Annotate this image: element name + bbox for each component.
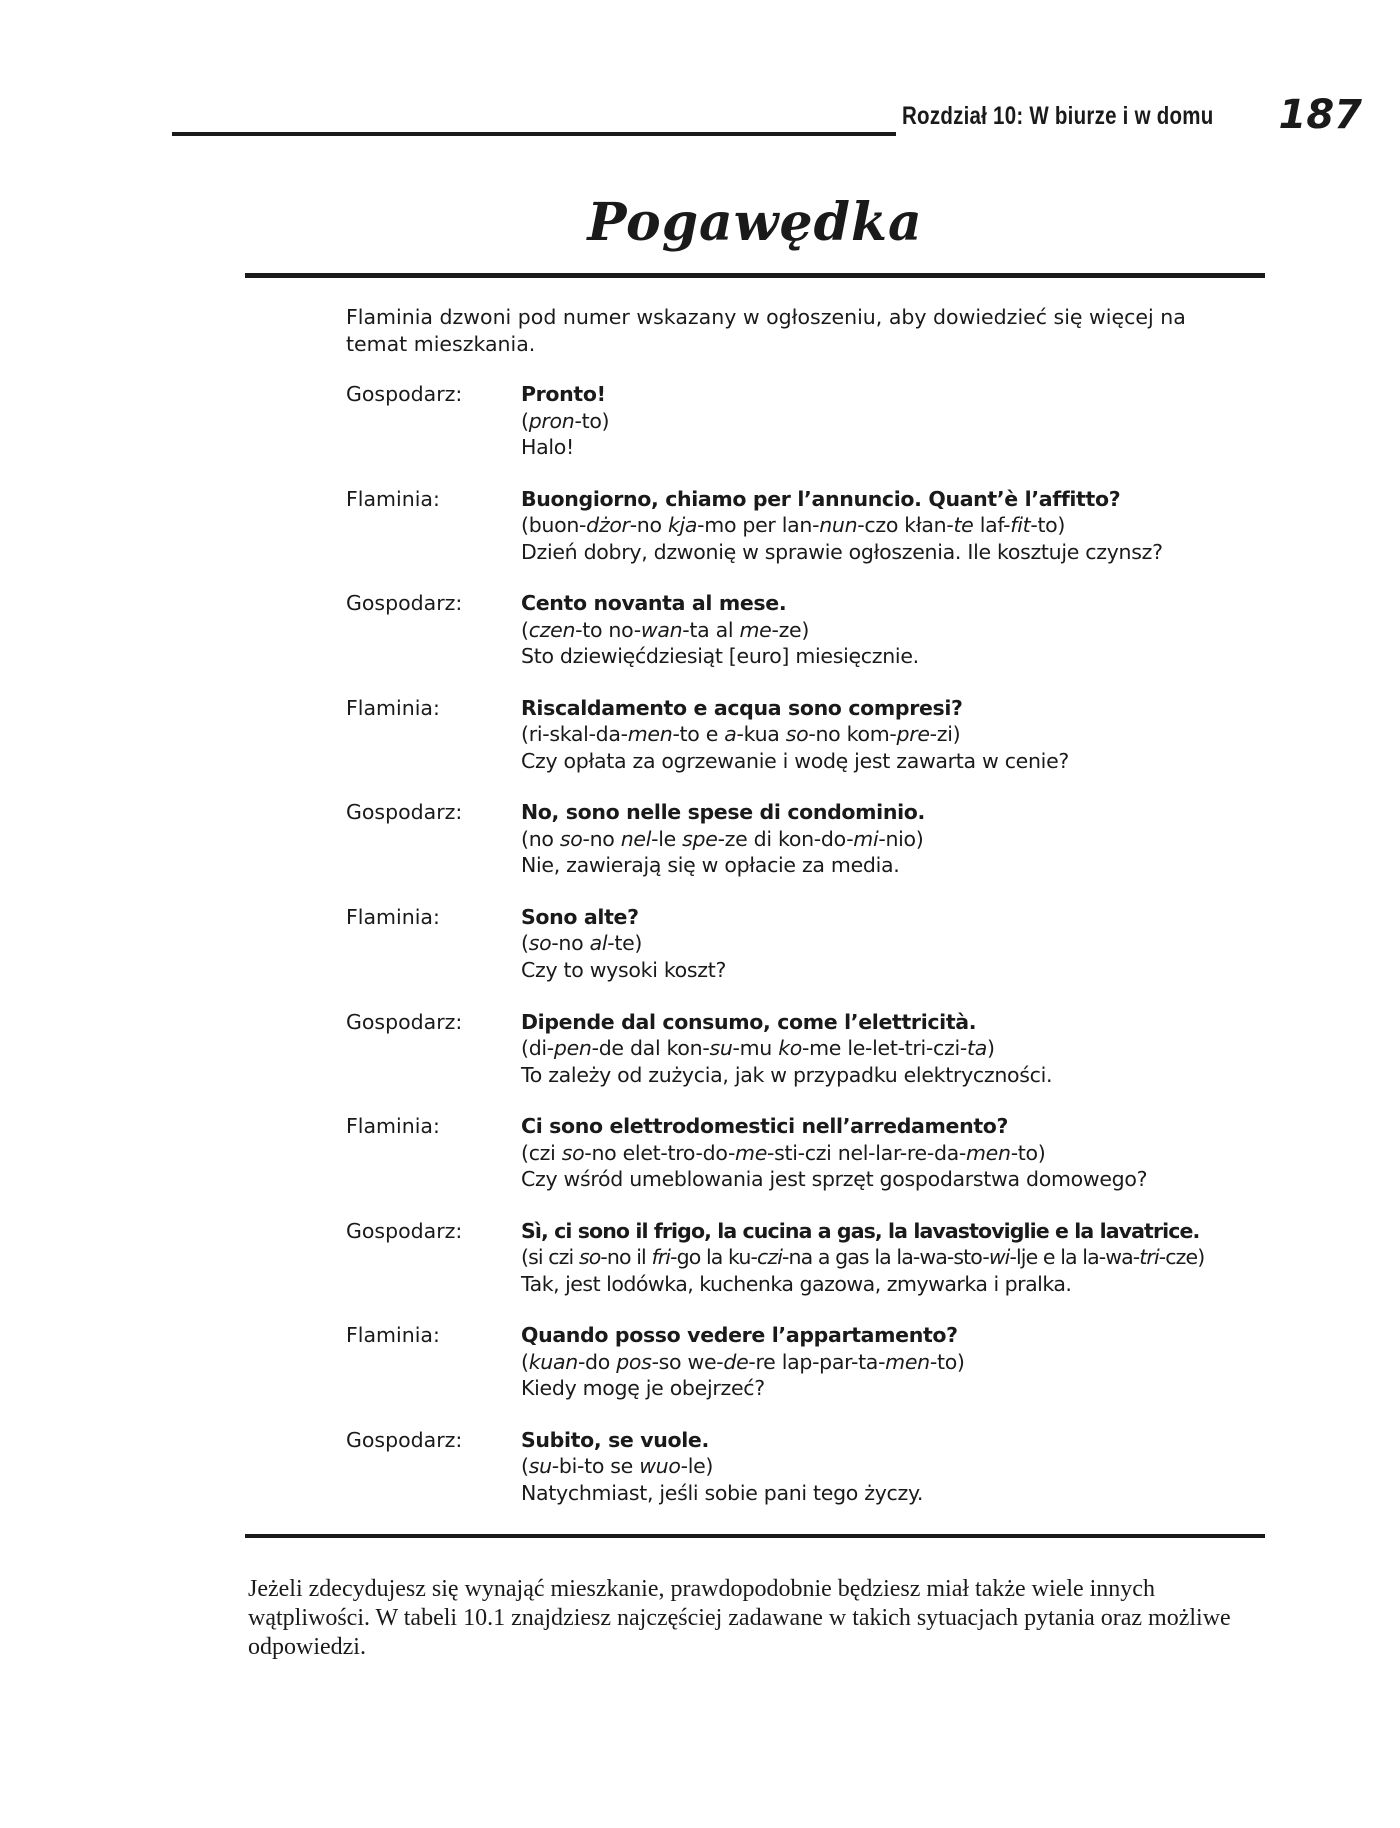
pronunciation-segment: -to) [574,408,610,433]
stressed-syllable: de [723,1349,749,1374]
pronunciation-segment: -no elet-tro-do- [584,1140,736,1165]
pronunciation-segment: laf- [973,513,1011,538]
pronunciation-segment: -ze di kon-do- [717,826,854,851]
pronunciation-segment: -no il [600,1245,652,1270]
pronunciation-segment: -le [651,826,683,851]
stressed-syllable: spe [682,826,718,851]
dialogue-lines [521,695,1266,800]
stressed-syllable: czi [756,1245,782,1270]
pronunciation-segment: -me le-let-tri-czi- [802,1036,967,1061]
speaker-label: Flaminia: [346,486,440,511]
intro-paragraph: Flaminia dzwoni pod numer wskazany w ogłoszeniu, aby dowiedzieć się więcej na temat mieszkania. [346,305,1186,356]
italian-phrase: Riscaldamento e acqua sono compresi? [521,695,963,720]
polish-translation: Kiedy mogę je obejrzeć? [521,1376,765,1401]
italian-phrase: Buongiorno, chiamo per l’annuncio. Quant’è l’affitto? [521,486,1121,511]
stressed-syllable: nun [819,513,858,538]
stressed-syllable: kja [667,513,698,538]
speaker-label: Gospodarz: [346,382,463,406]
polish-translation: Halo! [521,435,574,459]
stressed-syllable: pre [896,722,930,747]
pronunciation-segment: -sti-czi nel-lar-re-da- [767,1140,967,1165]
pronunciation-segment: (czi [521,1140,562,1165]
stressed-syllable: pron [528,408,575,433]
polish-translation: Tak, jest lodówka, kuchenka gazowa, zmywarka i pralka. [521,1271,1072,1296]
italian-phrase: Sono alte? [521,904,639,929]
pronunciation-segment: -cze) [1158,1245,1205,1270]
pronunciation-segment: -mu [732,1036,779,1061]
italian-phrase: No, sono nelle spese di condominio. [521,800,925,825]
italian-phrase: Sì, ci sono il frigo, la cucina a gas, la lavastoviglie e la lavatrice. [521,1218,1200,1243]
pronunciation [521,721,1266,748]
dialogue-entry [346,1113,1266,1218]
italian-phrase: Pronto! [521,382,606,406]
pronunciation [521,1349,1266,1376]
pronunciation [521,1244,1266,1271]
pronunciation-segment: -so we- [651,1349,724,1374]
dialogue-lines [521,1009,1266,1114]
pronunciation [521,512,1266,539]
dialogue-lines [521,1218,1266,1323]
pronunciation-segment: -na a gas la la-wa-sto- [782,1245,989,1270]
pronunciation-segment: -to) [1010,1140,1046,1165]
pronunciation-segment: -de dal kon- [591,1036,710,1061]
polish-translation: To zależy od zużycia, jak w przypadku elektryczności. [521,1062,1053,1087]
stressed-syllable: so [528,931,552,956]
dialogue-lines [521,486,1266,591]
stressed-syllable: a [724,722,737,747]
pronunciation-segment: -kua [736,722,786,747]
closing-paragraph: Jeżeli zdecydujesz się wynająć mieszkanie, prawdopodobnie będziesz miał także wiele innych wątpliwości. W tabeli 10.1 znajdziesz najczęściej zadawane w takich sytuacjach pytania oraz możliwe odpowiedzi. [248,1576,1231,1660]
page-number: 187 [1278,92,1362,138]
stressed-syllable: pen [553,1036,592,1061]
italian-phrase: Quando posso vedere l’appartamento? [521,1323,958,1348]
pronunciation-segment: ( [521,931,529,956]
dialogue-lines [521,904,1266,1009]
speaker-label: Flaminia: [346,1323,440,1348]
polish-translation: Czy opłata za ogrzewanie i wodę jest zawarta w cenie? [521,748,1069,773]
pronunciation-segment: -do [577,1349,617,1374]
pronunciation-segment: (buon- [521,513,587,538]
dialogue-lines [521,381,1266,486]
section-title: Pogawędka [587,192,923,253]
speaker-label: Flaminia: [346,695,440,720]
pronunciation-segment: (no [521,826,560,851]
pronunciation-segment: (si czi [521,1245,579,1270]
dialogue-entry [346,381,1266,486]
polish-translation: Nie, zawierają się w opłacie za media. [521,853,900,878]
pronunciation-segment: -bi-to se [551,1454,640,1479]
pronunciation-segment: -no kom- [808,722,897,747]
italian-phrase: Ci sono elettrodomestici nell’arredamento? [521,1114,1009,1139]
pronunciation [521,826,1266,853]
dialogue-lines [521,799,1266,904]
pronunciation [521,1035,1266,1062]
stressed-syllable: su [709,1036,733,1061]
polish-translation: Dzień dobry, dzwonię w sprawie ogłoszenia. Ile kosztuje czynsz? [521,539,1163,564]
pronunciation-segment: -lje e la la-wa- [1009,1245,1140,1270]
pronunciation-segment: ( [521,408,529,433]
pronunciation [521,617,1266,644]
pronunciation-segment: (di- [521,1036,554,1061]
pronunciation-segment: -mo per lan- [697,513,820,538]
stressed-syllable: men [885,1349,930,1374]
stressed-syllable: so [561,1140,585,1165]
stressed-syllable: kuan [528,1349,578,1374]
stressed-syllable: dżor [586,513,630,538]
italian-phrase: Cento novanta al mese. [521,591,787,616]
dialogue-entry [346,1322,1266,1427]
stressed-syllable: fri [651,1245,671,1270]
stressed-syllable: czen [528,617,576,642]
italian-phrase: Dipende dal consumo, come l’elettricità. [521,1009,977,1034]
pronunciation-segment: -ze) [771,617,810,642]
dialogue-entry [346,695,1266,800]
pronunciation-segment: -re lap-par-ta- [748,1349,886,1374]
pronunciation-segment: (ri-skal-da- [521,722,628,747]
stressed-syllable: mi [853,826,879,851]
stressed-syllable: pos [616,1349,652,1374]
pronunciation-segment: ( [521,1349,529,1374]
dialogue-entry [346,486,1266,591]
dialogue-lines [521,590,1266,695]
pronunciation-segment: ( [521,617,529,642]
dialogue-entry [346,799,1266,904]
stressed-syllable: tri [1139,1245,1159,1270]
pronunciation-segment: -le) [680,1454,714,1479]
stressed-syllable: ta [966,1036,987,1061]
dialogue-entry [346,1427,1266,1532]
stressed-syllable: me [735,1140,768,1165]
dialogue-entry [346,1009,1266,1114]
pronunciation-segment: -zi) [929,722,961,747]
pronunciation [521,1140,1266,1167]
dialogue-lines [521,1113,1266,1218]
pronunciation-segment: -nio) [878,826,924,851]
speaker-label: Gospodarz: [346,800,463,825]
stressed-syllable: wuo [639,1454,681,1479]
dialogue-entry [346,1218,1266,1323]
stressed-syllable: me [739,617,772,642]
pronunciation-segment: -to e [672,722,725,747]
speaker-label: Gospodarz: [346,1427,463,1452]
dialogue-lines [521,1322,1266,1427]
pronunciation-segment: -no [629,513,668,538]
running-header [172,92,1362,146]
polish-translation: Natychmiast, jeśli sobie pani tego życzy. [521,1480,924,1505]
speaker-label: Gospodarz: [346,1009,463,1034]
speaker-label: Flaminia: [346,904,440,929]
pronunciation-segment: -to no- [575,617,641,642]
pronunciation-segment: -ta al [682,617,740,642]
pronunciation-segment: ( [521,1454,529,1479]
pronunciation [521,1453,1266,1480]
stressed-syllable: men [966,1140,1011,1165]
speaker-label: Gospodarz: [346,591,463,616]
stressed-syllable: su [528,1454,552,1479]
top-rule [245,273,1265,278]
header-rule [172,132,896,136]
stressed-syllable: wan [640,617,683,642]
pronunciation-segment: ) [986,1036,995,1061]
polish-translation: Sto dziewięćdziesiąt [euro] miesięcznie. [521,644,919,669]
dialogue [346,381,1266,1532]
pronunciation-segment: -no [582,826,621,851]
dialogue-entry [346,904,1266,1009]
polish-translation: Czy to wysoki koszt? [521,957,727,982]
stressed-syllable: al [589,931,608,956]
pronunciation-segment: -czo kłan- [857,513,954,538]
pronunciation-segment: -no [551,931,590,956]
speaker-label: Gospodarz: [346,1218,463,1243]
speaker-label: Flaminia: [346,1114,440,1139]
stressed-syllable: nel [620,826,652,851]
stressed-syllable: ko [778,1036,803,1061]
stressed-syllable: fit [1010,513,1031,538]
dialogue-lines [521,1427,1266,1532]
pronunciation-segment: -to) [929,1349,965,1374]
polish-translation: Czy wśród umeblowania jest sprzęt gospodarstwa domowego? [521,1167,1148,1192]
pronunciation-segment: -go la ku- [670,1245,757,1270]
pronunciation-segment: -to) [1030,513,1066,538]
stressed-syllable: te [953,513,974,538]
italian-phrase: Subito, se vuole. [521,1427,709,1452]
stressed-syllable: so [578,1245,601,1270]
pronunciation [521,930,1266,957]
stressed-syllable: wi [988,1245,1010,1270]
chapter-title: Rozdział 10: W biurze i w domu [902,102,1214,130]
bottom-rule [245,1534,1265,1538]
stressed-syllable: so [559,826,583,851]
pronunciation-segment: -te) [607,931,643,956]
dialogue-entry [346,590,1266,695]
pronunciation [521,408,1266,435]
stressed-syllable: so [785,722,809,747]
stressed-syllable: men [627,722,673,747]
